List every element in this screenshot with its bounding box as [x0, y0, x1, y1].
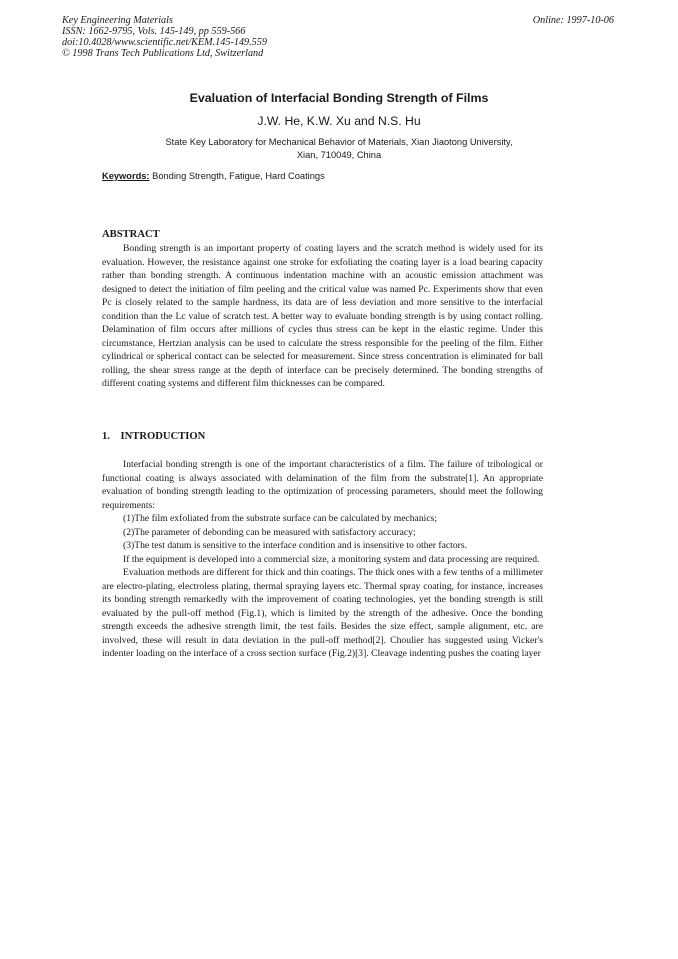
- publication-header: [62, 15, 267, 59]
- affiliation-line: State Key Laboratory for Mechanical Behavior of Materials, Xian Jiaotong University,: [165, 137, 513, 147]
- copyright-line: © 1998 Trans Tech Publications Ltd, Switzerland: [62, 48, 264, 59]
- journal-name: Key Engineering Materials: [62, 15, 173, 26]
- abstract-heading: ABSTRACT: [102, 229, 160, 240]
- keywords: [102, 171, 325, 181]
- affiliation: [60, 136, 618, 161]
- paper-authors: J.W. He, K.W. Xu and N.S. Hu: [257, 114, 421, 128]
- doi-line: doi:10.4028/www.scientific.net/KEM.145-149.559: [62, 37, 267, 48]
- introduction-heading: 1. INTRODUCTION: [102, 431, 206, 442]
- intro-paragraph: Evaluation methods are different for thick and thin coatings. The thick ones with a few tenths of a millimeter are electro-plating, electroless plating, thermal spraying layers etc. Thermal spray coating, for instance, increases its bonding strength remarkedly with the improvement of coating technologies, yet the bonding strength is still evaluated by the pull-off method (Fig.1), which is limited by the strength of the adhesive. Once the bonding strength exceeds the adhesive strength limit, the test fails. Besides the size effect, sample alignment, etc. are involved, these will result in data deviation in the pull-off method[2]. Choulier has suggested using Vicker's indenter loading on the interface of a cross section surface (Fig.2)[3]. Cleavage indenting pushes the coating layer: [102, 567, 543, 659]
- issn-line: ISSN: 1662-9795, Vols. 145-149, pp 559-566: [62, 26, 246, 37]
- intro-paragraph: Interfacial bonding strength is one of the important characteristics of a film. The failure of tribological or functional coating is always associated with delamination of the film from the substrate[1]. An appropriate evaluation of bonding strength leading to the optimization of processing parameters, should meet the following requirements:: [102, 459, 543, 511]
- paper-title: Evaluation of Interfacial Bonding Strength of Films: [189, 91, 489, 105]
- requirement-item: (2)The parameter of debonding can be measured with satisfactory accuracy;: [123, 526, 416, 538]
- abstract-body: [102, 242, 543, 391]
- keywords-label: Keywords:: [102, 171, 150, 181]
- affiliation-line: Xian, 710049, China: [296, 149, 382, 160]
- online-date: Online: 1997-10-06: [532, 15, 614, 26]
- intro-paragraph: If the equipment is developed into a commercial size, a monitoring system and data processing are required.: [123, 553, 540, 565]
- abstract-paragraph: Bonding strength is an important property of coating layers and the scratch method is widely used for its evaluation. However, the resistance against one stroke for exfoliating the coating layer is a load bearing capacity rather than bonding strength. A continuous indentation machine with an acoustic emission attachment was designed to detect the initiation of film peeling and the critical value was named Pc. Experiments show that even Pc is closely related to the sample hardness, its data are of less deviation and more sensitive to the interfacial condition than the Lc value of scratch test. A better way to evaluate bonding strength is by using contact rolling. Delamination of film occurs after millions of cycles thus stress can be kept in the elastic regime. Under this circumstance, Hertzian analysis can be used to calculate the stress responsible for the peeling of the film. Either cylindrical or spherical contact can be selected for measurement. Since stress concentration is eliminated for ball rolling, the shear stress range at the depth of interface can be precisely determined. The bonding strengths of different coating systems and different film thicknesses can be compared.: [102, 243, 543, 389]
- introduction-body: [102, 458, 543, 661]
- requirement-item: (3)The test datum is sensitive to the interface condition and is insensitive to other factors.: [123, 540, 468, 551]
- keywords-text: Bonding Strength, Fatigue, Hard Coatings: [152, 171, 325, 181]
- requirement-item: (1)The film exfoliated from the substrate surface can be calculated by mechanics;: [123, 513, 438, 524]
